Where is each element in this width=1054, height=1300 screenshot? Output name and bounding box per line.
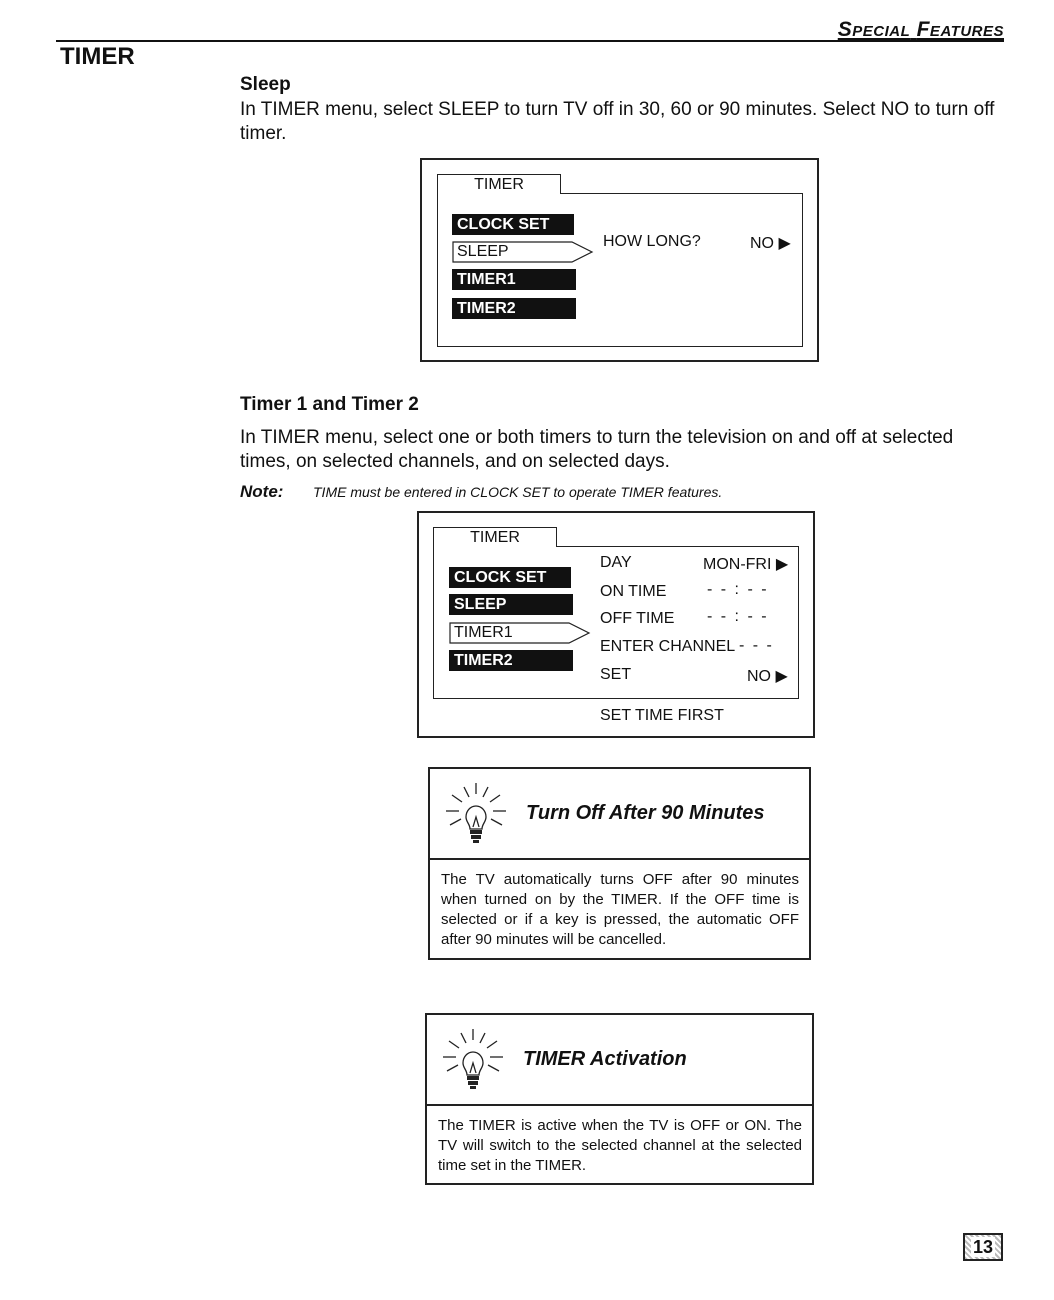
note-text: TIME must be entered in CLOCK SET to operate TIMER features. <box>313 484 723 500</box>
set-time-first-message: SET TIME FIRST <box>600 707 724 724</box>
tip-divider <box>430 858 809 860</box>
day-value[interactable]: MON-FRI ▶ <box>703 556 789 573</box>
menu-item-sleep[interactable]: SLEEP <box>449 594 573 615</box>
lightbulb-icon <box>437 1025 509 1095</box>
menu-item-timer1-selected[interactable] <box>449 622 591 644</box>
set-label: SET <box>600 666 632 683</box>
day-label: DAY <box>600 554 632 571</box>
timer-paragraph: In TIMER menu, select one or both timers to turn the television on and off at selected times, on selected channels, and on selected days. <box>240 427 954 472</box>
enter-channel-value[interactable]: - - - <box>739 637 774 654</box>
page-number <box>963 1233 1003 1261</box>
how-long-prompt: HOW LONG? <box>603 233 701 250</box>
set-value[interactable]: NO ▶ <box>747 668 788 685</box>
enter-channel-label: ENTER CHANNEL <box>600 638 736 655</box>
menu-item-timer1[interactable]: TIMER1 <box>452 269 576 290</box>
page-title: TIMER <box>60 43 135 70</box>
on-time-label: ON TIME <box>600 583 667 600</box>
section-title-word-2: Features <box>916 18 1004 41</box>
page-number-text: 13 <box>972 1237 994 1257</box>
timer-heading: Timer 1 and Timer 2 <box>240 394 419 415</box>
menu-item-clock-set[interactable]: CLOCK SET <box>452 214 574 235</box>
note-label: Note: <box>240 482 284 501</box>
tip-box-turn-off <box>428 767 811 960</box>
tip-body: The TV automatically turns OFF after 90 minutes when turned on by the TIMER. If the OFF time is selected or if a key is pressed, the automatic OFF after 90 minutes will be cancelled. <box>441 871 799 948</box>
menu-tab: TIMER <box>433 527 557 547</box>
section-header <box>838 18 1004 42</box>
lightbulb-icon <box>440 779 512 849</box>
menu-item-label: SLEEP <box>457 243 509 260</box>
menu-item-label: TIMER1 <box>454 624 513 641</box>
off-time-label: OFF TIME <box>600 610 675 627</box>
sleep-heading: Sleep <box>240 74 291 95</box>
tip-body: The TIMER is active when the TV is OFF or ON. The TV will switch to the selected channel at the selected time set in the TIMER. <box>438 1117 802 1174</box>
tip-title: TIMER Activation <box>523 1048 687 1070</box>
on-time-value[interactable]: - - : - - <box>707 581 769 598</box>
off-time-value[interactable]: - - : - - <box>707 608 769 625</box>
tip-divider <box>427 1104 812 1106</box>
tip-title: Turn Off After 90 Minutes <box>526 802 765 824</box>
timer-menu-timer1 <box>417 511 815 738</box>
timer-menu-sleep <box>420 158 819 362</box>
header-rule <box>56 40 1004 42</box>
section-title-word-1: Special <box>837 18 911 41</box>
menu-item-sleep-selected[interactable] <box>452 241 594 263</box>
menu-tab: TIMER <box>437 174 561 194</box>
menu-item-timer2[interactable]: TIMER2 <box>449 650 573 671</box>
sleep-paragraph: In TIMER menu, select SLEEP to turn TV off in 30, 60 or 90 minutes. Select NO to turn off timer. <box>240 99 995 144</box>
sleep-value[interactable]: NO ▶ <box>750 235 791 252</box>
tip-box-timer-activation <box>425 1013 814 1185</box>
menu-item-timer2[interactable]: TIMER2 <box>452 298 576 319</box>
menu-item-clock-set[interactable]: CLOCK SET <box>449 567 571 588</box>
